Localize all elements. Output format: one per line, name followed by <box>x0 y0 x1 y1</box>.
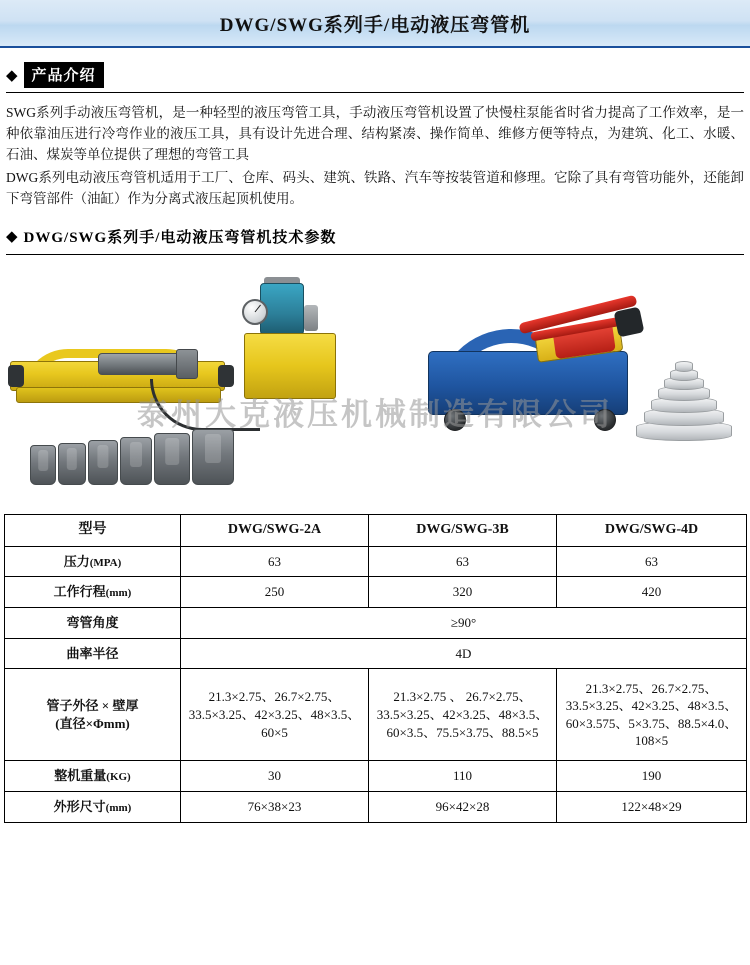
table-row <box>5 546 747 577</box>
row-label-unit: (MPA) <box>89 556 122 569</box>
table-cell: 76×38×23 <box>181 792 369 823</box>
bending-die <box>88 440 118 485</box>
bender-hydraulic-cylinder <box>98 353 184 375</box>
watermark-text: 泰州大克液压机械制造有限公司 <box>137 396 613 432</box>
section-title-specs: DWG/SWG系列手/电动液压弯管机技术参数 <box>23 229 337 246</box>
product-photo-area <box>0 261 750 506</box>
table-cell: 30 <box>181 761 369 792</box>
table-cell: 21.3×2.75、26.7×2.75、33.5×3.25、42×3.25、48×3.5、60×3.575、5×3.75、88.5×4.0、108×5 <box>557 669 747 761</box>
table-cell: 21.3×2.75、26.7×2.75、33.5×3.25、42×3.25、48×3.5、60×5 <box>181 669 369 761</box>
table-header-row <box>5 514 747 546</box>
table-cell: 96×42×28 <box>369 792 557 823</box>
row-label-unit: (mm) <box>105 802 132 815</box>
specifications-table <box>4 514 747 823</box>
table-row <box>5 792 747 823</box>
bender-cylinder-head <box>176 349 198 379</box>
bending-die <box>30 445 56 485</box>
row-label: 弯管角度 <box>5 608 181 639</box>
row-label-text: 外形尺寸 <box>53 799 106 815</box>
table-row <box>5 761 747 792</box>
section-header-specs <box>0 224 750 250</box>
table-row <box>5 669 747 761</box>
table-cell: 420 <box>557 577 747 608</box>
table-header-cell: DWG/SWG-3B <box>369 514 557 546</box>
table-header-cell: DWG/SWG-2A <box>181 514 369 546</box>
row-label-text: 管子外径 × 壁厚 <box>46 698 139 714</box>
bender-wheel <box>444 409 466 431</box>
table-header-cell: 型号 <box>5 514 181 546</box>
row-label <box>5 761 181 792</box>
cone-die-layer <box>675 361 693 372</box>
table-cell: 190 <box>557 761 747 792</box>
table-cell: 21.3×2.75 、 26.7×2.75、33.5×3.25、42×3.25、48×3.5、60×3.5、75.5×3.75、88.5×5 <box>369 669 557 761</box>
spec-table-wrapper <box>0 506 750 823</box>
intro-text-block <box>0 93 750 210</box>
section-header-intro <box>0 62 750 88</box>
row-label-unit: (mm) <box>105 587 132 600</box>
row-label <box>5 669 181 761</box>
table-cell: 63 <box>369 546 557 577</box>
intro-paragraph-1: SWG系列手动液压弯管机，是一种轻型的液压弯管工具，手动液压弯管机设置了快慢柱泵能省时省力提高了工作效率，是一种依靠油压进行冷弯作业的液压工具，具有设计先进合理、结构紧凑、操作简单、维修方便等特点，为建筑、化工、水暖、石油、煤炭等单位提供了理想的弯管工具 <box>6 105 744 162</box>
section-divider-specs <box>6 254 744 255</box>
row-label <box>5 792 181 823</box>
table-cell: 250 <box>181 577 369 608</box>
row-label <box>5 546 181 577</box>
table-cell: 63 <box>557 546 747 577</box>
row-label-sub: (直径×Φmm) <box>55 715 130 731</box>
bending-die <box>58 443 86 485</box>
bender-left-knob <box>8 365 24 387</box>
diamond-bullet-icon: ◆ <box>6 66 18 84</box>
bending-dies-group <box>30 429 234 485</box>
bender-wheel <box>594 409 616 431</box>
page-title: DWG/SWG系列手/电动液压弯管机 <box>219 14 531 36</box>
row-label-unit: (KG) <box>106 771 131 784</box>
row-label-text: 整机重量 <box>54 768 107 784</box>
electric-bender-grip <box>614 306 645 337</box>
table-cell: 122×48×29 <box>557 792 747 823</box>
table-header-cell: DWG/SWG-4D <box>557 514 747 546</box>
electric-bender-frame <box>428 351 628 415</box>
table-cell: 63 <box>181 546 369 577</box>
bending-die <box>120 437 152 485</box>
title-banner <box>0 0 750 48</box>
diamond-bullet-icon-2: ◆ <box>6 228 18 246</box>
row-label-text: 工作行程 <box>53 584 106 600</box>
pump-control-valve <box>304 305 318 331</box>
intro-paragraph-2: DWG系列电动液压弯管机适用于工厂、仓库、码头、建筑、铁路、汽车等按装管道和修理。它除了具有弯管功能外，还能卸下弯管部件（油缸）作为分离式液压起顶机使用。 <box>6 169 744 206</box>
table-cell: 320 <box>369 577 557 608</box>
bending-die <box>192 429 234 485</box>
bending-die <box>154 433 190 485</box>
table-row <box>5 608 747 639</box>
electric-pipe-bender-image <box>418 303 650 473</box>
row-label: 曲率半径 <box>5 638 181 669</box>
row-label <box>5 577 181 608</box>
section-title-intro: 产品介绍 <box>24 62 104 88</box>
table-row <box>5 577 747 608</box>
table-cell: 110 <box>369 761 557 792</box>
table-cell-merged: 4D <box>181 638 747 669</box>
table-row <box>5 638 747 669</box>
pressure-gauge-icon <box>242 299 268 325</box>
stacked-dies-image <box>634 349 734 441</box>
row-label-text: 压力 <box>63 553 90 569</box>
table-cell-merged: ≥90° <box>181 608 747 639</box>
